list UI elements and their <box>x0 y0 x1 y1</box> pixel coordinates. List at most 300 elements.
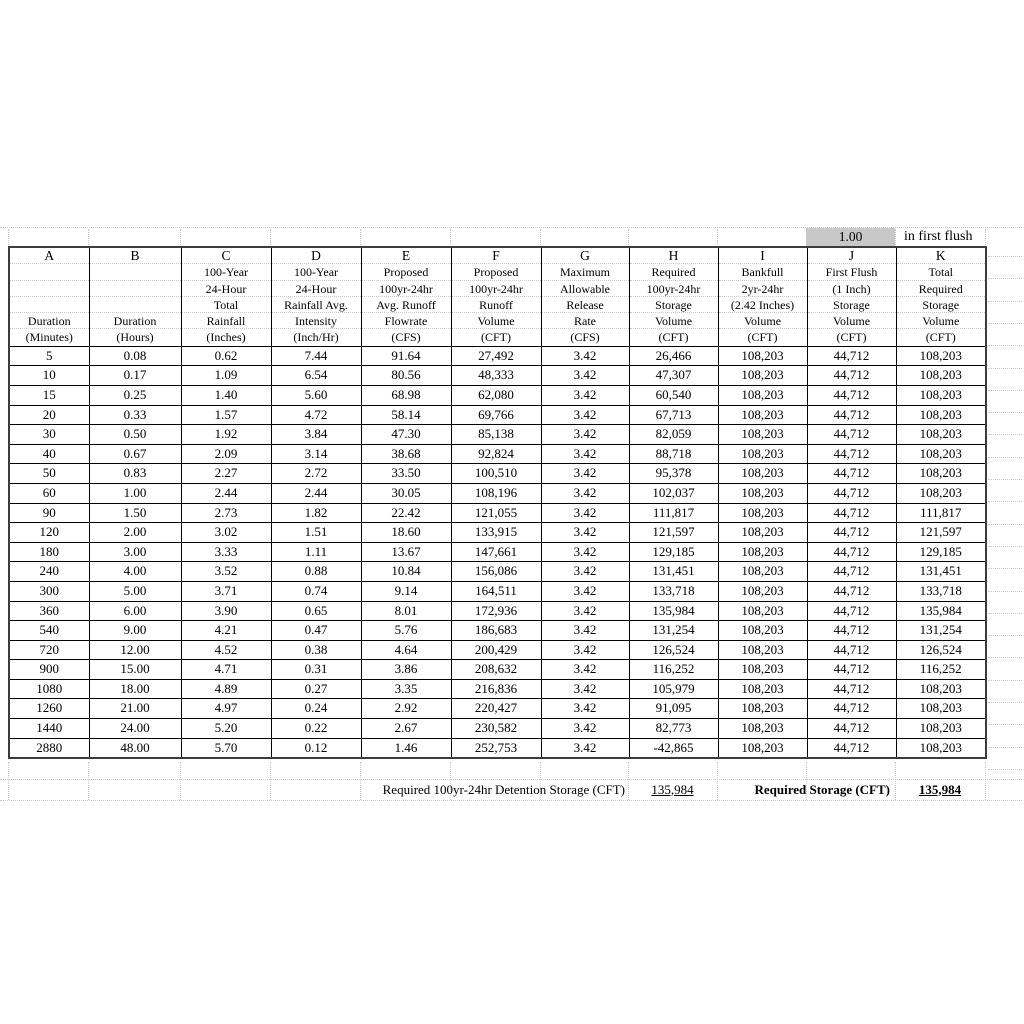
cell: 9.14 <box>361 581 451 601</box>
gridline <box>988 702 1022 703</box>
gridline <box>988 680 1022 681</box>
header-line: (Hours) <box>116 330 154 345</box>
header-line: (Inch/Hr) <box>293 330 339 345</box>
cell: 121,597 <box>896 523 986 543</box>
cell: 108,203 <box>718 601 807 621</box>
required-storage-value-text: 135,984 <box>918 781 962 797</box>
cell: 133,718 <box>629 581 718 601</box>
column-letter: E <box>362 248 451 264</box>
cell: 3.90 <box>181 601 271 621</box>
cell: 12.00 <box>89 640 181 660</box>
cell: 67,713 <box>629 405 718 425</box>
header-line: Rainfall <box>182 313 271 329</box>
header-row <box>9 247 986 346</box>
cell: 108,203 <box>718 346 807 366</box>
cell: 58.14 <box>361 405 451 425</box>
cell: 1.40 <box>181 385 271 405</box>
table-row <box>9 581 986 601</box>
gridline <box>985 762 986 800</box>
cell: 105,979 <box>629 679 718 699</box>
cell: 95,378 <box>629 464 718 484</box>
cell: 300 <box>9 581 89 601</box>
cell: 5 <box>9 346 89 366</box>
cell: 0.62 <box>181 346 271 366</box>
cell: 44,712 <box>807 562 896 582</box>
cell: 108,203 <box>896 405 986 425</box>
cell: 129,185 <box>629 542 718 562</box>
cell: 2.09 <box>181 444 271 464</box>
table-row <box>9 385 986 405</box>
cell: 0.24 <box>271 699 361 719</box>
cell: 108,203 <box>718 581 807 601</box>
header-line: Total <box>182 297 271 313</box>
cell: 82,773 <box>629 719 718 739</box>
cell: 10 <box>9 366 89 386</box>
header-line: Volume <box>630 313 718 329</box>
table-header <box>9 247 986 346</box>
header-line: Required <box>630 264 718 280</box>
cell: 44,712 <box>807 719 896 739</box>
cell: 44,712 <box>807 621 896 641</box>
cell: 108,196 <box>451 483 541 503</box>
cell: 108,203 <box>718 719 807 739</box>
header-line: 100-Year <box>272 264 361 280</box>
cell: 0.31 <box>271 660 361 680</box>
cell: 131,451 <box>629 562 718 582</box>
header-line: Bankfull <box>719 264 807 280</box>
cell: 40 <box>9 444 89 464</box>
table-row <box>9 366 986 386</box>
cell: 33.50 <box>361 464 451 484</box>
cell: 108,203 <box>896 444 986 464</box>
header-line: (Inches) <box>206 330 246 345</box>
cell: 85,138 <box>451 425 541 445</box>
gridline <box>988 278 1022 279</box>
cell: 21.00 <box>89 699 181 719</box>
header-line: Runoff <box>452 297 541 313</box>
column-header-C <box>181 247 271 346</box>
cell: 3.42 <box>541 425 629 445</box>
cell: 44,712 <box>807 385 896 405</box>
table-row <box>9 679 986 699</box>
cell: 27,492 <box>451 346 541 366</box>
cell: 18.00 <box>89 679 181 699</box>
column-header-I <box>718 247 807 346</box>
cell: 0.50 <box>89 425 181 445</box>
cell: 3.42 <box>541 679 629 699</box>
cell: 3.33 <box>181 542 271 562</box>
cell: 1.92 <box>181 425 271 445</box>
table-row <box>9 503 986 523</box>
cell: 44,712 <box>807 699 896 719</box>
cell: 13.67 <box>361 542 451 562</box>
cell: 111,817 <box>629 503 718 523</box>
cell: 88,718 <box>629 444 718 464</box>
cell: 1440 <box>9 719 89 739</box>
cell: 60,540 <box>629 385 718 405</box>
header-line: Volume <box>719 313 807 329</box>
header-line: (CFT) <box>925 330 956 345</box>
column-header-H <box>629 247 718 346</box>
cell: 108,203 <box>718 444 807 464</box>
cell: 116,252 <box>629 660 718 680</box>
cell: 240 <box>9 562 89 582</box>
cell: 44,712 <box>807 640 896 660</box>
cell: 3.42 <box>541 346 629 366</box>
cell: 4.52 <box>181 640 271 660</box>
cell: 108,203 <box>896 679 986 699</box>
header-line: (CFS) <box>391 330 421 345</box>
column-header-G <box>541 247 629 346</box>
column-letter: H <box>630 248 718 264</box>
header-line <box>10 297 89 313</box>
table-row <box>9 346 986 366</box>
cell: 8.01 <box>361 601 451 621</box>
cell: 3.86 <box>361 660 451 680</box>
cell: 80.56 <box>361 366 451 386</box>
cell: 116,252 <box>896 660 986 680</box>
gridline <box>988 345 1022 346</box>
table-row <box>9 621 986 641</box>
cell: 3.42 <box>541 366 629 386</box>
header-line: 2yr-24hr <box>719 281 807 297</box>
gridline <box>988 434 1022 435</box>
cell: 1260 <box>9 699 89 719</box>
cell: 3.42 <box>541 660 629 680</box>
header-line: Rate <box>542 313 629 329</box>
cell: 44,712 <box>807 346 896 366</box>
cell: 3.42 <box>541 562 629 582</box>
cell: 108,203 <box>718 738 807 758</box>
cell: 47.30 <box>361 425 451 445</box>
cell: 147,661 <box>451 542 541 562</box>
cell: 44,712 <box>807 483 896 503</box>
cell: 3.52 <box>181 562 271 582</box>
table-row <box>9 444 986 464</box>
cell: 0.33 <box>89 405 181 425</box>
header-line: (CFT) <box>836 330 867 345</box>
gridline <box>988 412 1022 413</box>
cell: 108,203 <box>718 503 807 523</box>
cell: 92,824 <box>451 444 541 464</box>
cell: 3.42 <box>541 483 629 503</box>
header-line: Volume <box>897 313 986 329</box>
header-line <box>90 264 181 280</box>
cell: 50 <box>9 464 89 484</box>
gridline <box>988 524 1022 525</box>
cell: 720 <box>9 640 89 660</box>
header-line: Avg. Runoff <box>362 297 451 313</box>
table-body <box>9 346 986 758</box>
cell: 1.11 <box>271 542 361 562</box>
summary-row <box>8 779 985 800</box>
cell: 44,712 <box>807 405 896 425</box>
header-line: Rainfall Avg. <box>272 297 361 313</box>
table-row <box>9 562 986 582</box>
cell: 3.00 <box>89 542 181 562</box>
gridline <box>988 657 1022 658</box>
cell: 0.12 <box>271 738 361 758</box>
cell: 108,203 <box>718 425 807 445</box>
cell: 91,095 <box>629 699 718 719</box>
gridline <box>988 591 1022 592</box>
cell: 108,203 <box>896 346 986 366</box>
cell: 108,203 <box>896 366 986 386</box>
cell: 18.60 <box>361 523 451 543</box>
cell: 108,203 <box>718 542 807 562</box>
cell: 26,466 <box>629 346 718 366</box>
cell: 5.00 <box>89 581 181 601</box>
cell: 3.42 <box>541 738 629 758</box>
cell: 108,203 <box>896 385 986 405</box>
detention-storage-table <box>8 246 987 759</box>
column-header-D <box>271 247 361 346</box>
gridline <box>0 800 1022 801</box>
header-line <box>10 281 89 297</box>
cell: 1.82 <box>271 503 361 523</box>
cell: 30.05 <box>361 483 451 503</box>
cell: 2880 <box>9 738 89 758</box>
cell: 111,817 <box>896 503 986 523</box>
cell: 186,683 <box>451 621 541 641</box>
table-row <box>9 464 986 484</box>
cell: 1080 <box>9 679 89 699</box>
cell: 7.44 <box>271 346 361 366</box>
header-line: (2.42 Inches) <box>719 297 807 313</box>
cell: 2.44 <box>271 483 361 503</box>
cell: 3.42 <box>541 640 629 660</box>
cell: 1.51 <box>271 523 361 543</box>
cell: 91.64 <box>361 346 451 366</box>
cell: 3.42 <box>541 542 629 562</box>
header-line: Volume <box>452 313 541 329</box>
cell: 44,712 <box>807 581 896 601</box>
cell: 48.00 <box>89 738 181 758</box>
cell: 1.00 <box>89 483 181 503</box>
table-row <box>9 738 986 758</box>
cell: 44,712 <box>807 679 896 699</box>
cell: 120 <box>9 523 89 543</box>
cell: 0.17 <box>89 366 181 386</box>
cell: 108,203 <box>896 464 986 484</box>
gridline <box>988 501 1022 502</box>
cell: 30 <box>9 425 89 445</box>
header-line <box>90 297 181 313</box>
cell: 126,524 <box>629 640 718 660</box>
cell: 126,524 <box>896 640 986 660</box>
cell: 3.71 <box>181 581 271 601</box>
cell: 9.00 <box>89 621 181 641</box>
cell: 0.47 <box>271 621 361 641</box>
cell: 108,203 <box>718 679 807 699</box>
gridline <box>988 390 1022 391</box>
cell: 3.42 <box>541 523 629 543</box>
detention-storage-label: Required 100yr-24hr Detention Storage (CFT) <box>382 781 625 797</box>
cell: 133,915 <box>451 523 541 543</box>
cell: 3.42 <box>541 699 629 719</box>
cell: 108,203 <box>896 738 986 758</box>
header-line: (1 Inch) <box>808 281 896 297</box>
gridline <box>988 568 1022 569</box>
header-line: Required <box>897 281 986 297</box>
cell: 69,766 <box>451 405 541 425</box>
table-row <box>9 523 986 543</box>
cell: 47,307 <box>629 366 718 386</box>
first-flush-label: in first flush <box>904 229 973 244</box>
cell: 22.42 <box>361 503 451 523</box>
cell: 2.44 <box>181 483 271 503</box>
cell: 5.60 <box>271 385 361 405</box>
cell: 44,712 <box>807 601 896 621</box>
cell: 3.42 <box>541 385 629 405</box>
cell: 108,203 <box>718 523 807 543</box>
cell: 108,203 <box>718 621 807 641</box>
header-line: Proposed <box>362 264 451 280</box>
cell: 15.00 <box>89 660 181 680</box>
cell: 121,597 <box>629 523 718 543</box>
cell: 540 <box>9 621 89 641</box>
cell: 4.89 <box>181 679 271 699</box>
gridline <box>988 613 1022 614</box>
cell: 3.42 <box>541 621 629 641</box>
cell: 220,427 <box>451 699 541 719</box>
cell: 3.42 <box>541 581 629 601</box>
cell: 360 <box>9 601 89 621</box>
header-line: 100yr-24hr <box>630 281 718 297</box>
cell: 230,582 <box>451 719 541 739</box>
column-header-J <box>807 247 896 346</box>
cell: 3.42 <box>541 601 629 621</box>
cell: 1.50 <box>89 503 181 523</box>
header-line: Flowrate <box>362 313 451 329</box>
cell: 4.72 <box>271 405 361 425</box>
cell: 6.00 <box>89 601 181 621</box>
header-line: Storage <box>630 297 718 313</box>
header-line: 100-Year <box>182 264 271 280</box>
cell: 2.67 <box>361 719 451 739</box>
gridline <box>988 747 1022 748</box>
cell: 0.08 <box>89 346 181 366</box>
cell: 0.22 <box>271 719 361 739</box>
column-letter: G <box>542 248 629 264</box>
first-flush-value-cell[interactable] <box>806 228 895 246</box>
cell: 108,203 <box>896 483 986 503</box>
header-line: First Flush <box>808 264 896 280</box>
header-line: Maximum <box>542 264 629 280</box>
cell: 44,712 <box>807 464 896 484</box>
cell: 108,203 <box>896 699 986 719</box>
gridline <box>988 323 1022 324</box>
cell: 3.42 <box>541 464 629 484</box>
cell: 4.21 <box>181 621 271 641</box>
cell: 108,203 <box>718 660 807 680</box>
cell: 180 <box>9 542 89 562</box>
cell: 0.65 <box>271 601 361 621</box>
cell: 44,712 <box>807 366 896 386</box>
cell: 129,185 <box>896 542 986 562</box>
cell: 0.25 <box>89 385 181 405</box>
cell: 1.57 <box>181 405 271 425</box>
column-letter: D <box>272 248 361 264</box>
header-line: Duration <box>10 313 89 329</box>
cell: 3.42 <box>541 719 629 739</box>
column-header-K <box>896 247 986 346</box>
cell: 4.71 <box>181 660 271 680</box>
cell: 5.20 <box>181 719 271 739</box>
cell: 0.83 <box>89 464 181 484</box>
header-line: Allowable <box>542 281 629 297</box>
cell: 100,510 <box>451 464 541 484</box>
cell: 4.64 <box>361 640 451 660</box>
cell: 3.42 <box>541 444 629 464</box>
cell: 108,203 <box>718 366 807 386</box>
cell: 44,712 <box>807 542 896 562</box>
table-row <box>9 660 986 680</box>
cell: 216,836 <box>451 679 541 699</box>
cell: 62,080 <box>451 385 541 405</box>
column-letter: A <box>10 248 89 264</box>
cell: 2.72 <box>271 464 361 484</box>
cell: 15 <box>9 385 89 405</box>
gridline <box>988 635 1022 636</box>
gridline <box>988 724 1022 725</box>
cell: 164,511 <box>451 581 541 601</box>
cell: 90 <box>9 503 89 523</box>
cell: 2.00 <box>89 523 181 543</box>
cell: 108,203 <box>718 562 807 582</box>
gridline <box>988 479 1022 480</box>
cell: 133,718 <box>896 581 986 601</box>
cell: 4.97 <box>181 699 271 719</box>
header-line: (Minutes) <box>25 330 73 345</box>
table-row <box>9 699 986 719</box>
header-line: Duration <box>90 313 181 329</box>
cell: 24.00 <box>89 719 181 739</box>
table-row <box>9 640 986 660</box>
column-header-E <box>361 247 451 346</box>
cell: 108,203 <box>718 483 807 503</box>
cell: 108,203 <box>718 385 807 405</box>
cell: 3.84 <box>271 425 361 445</box>
cell: 156,086 <box>451 562 541 582</box>
cell: 3.35 <box>361 679 451 699</box>
header-line <box>90 281 181 297</box>
header-line: Intensity <box>272 313 361 329</box>
cell: 44,712 <box>807 660 896 680</box>
table-row <box>9 405 986 425</box>
cell: 2.27 <box>181 464 271 484</box>
header-line: Storage <box>897 297 986 313</box>
cell: -42,865 <box>629 738 718 758</box>
cell: 108,203 <box>896 719 986 739</box>
header-line: Release <box>542 297 629 313</box>
cell: 131,254 <box>629 621 718 641</box>
column-header-F <box>451 247 541 346</box>
cell: 108,203 <box>718 640 807 660</box>
cell: 0.38 <box>271 640 361 660</box>
gridline <box>988 546 1022 547</box>
cell: 102,037 <box>629 483 718 503</box>
header-line: Volume <box>808 313 896 329</box>
cell: 44,712 <box>807 425 896 445</box>
cell: 3.42 <box>541 503 629 523</box>
cell: 6.54 <box>271 366 361 386</box>
cell: 900 <box>9 660 89 680</box>
cell: 4.00 <box>89 562 181 582</box>
required-storage-label: Required Storage (CFT) <box>754 781 890 797</box>
cell: 3.02 <box>181 523 271 543</box>
cell: 1.46 <box>361 738 451 758</box>
